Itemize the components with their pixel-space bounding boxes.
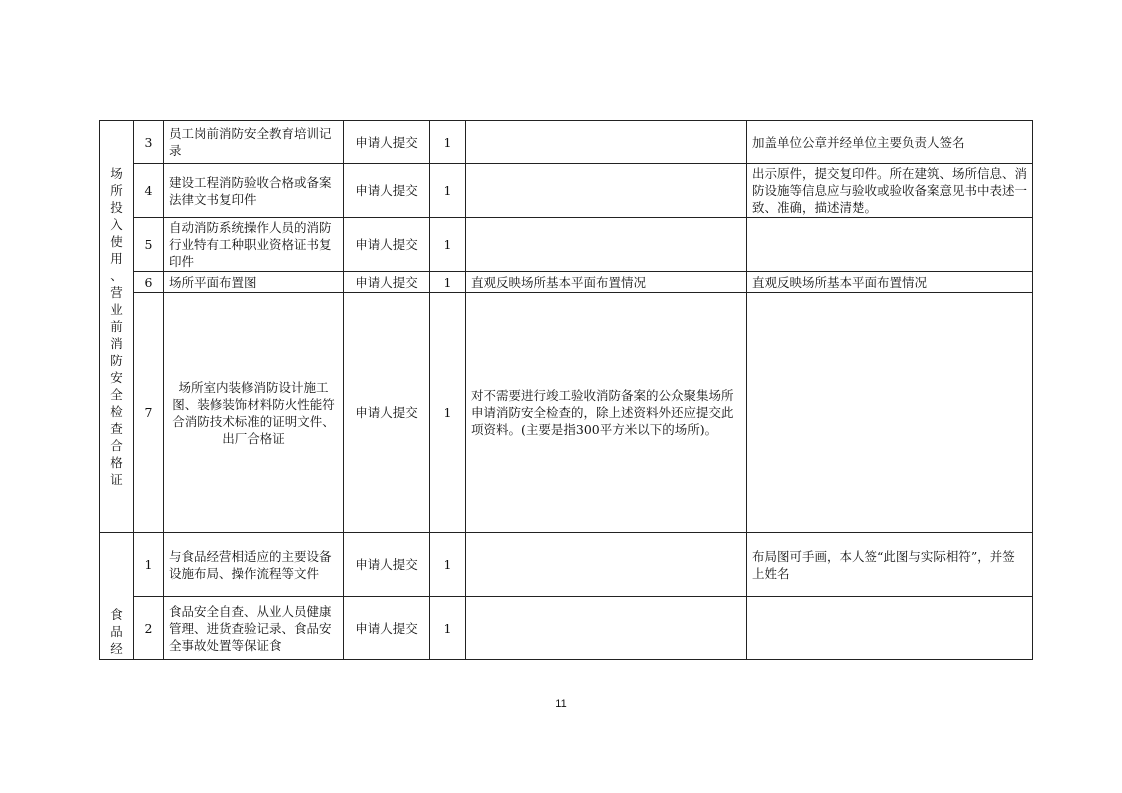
submitter: 申请人提交 [344,533,430,597]
remark: 加盖单位公章并经单位主要负责人签名 [747,121,1033,164]
table-row [100,293,1033,533]
copies: 1 [430,218,466,272]
copies: 1 [430,597,466,660]
row-number: 4 [134,164,164,218]
submitter: 申请人提交 [344,121,430,164]
requirement-standard [466,597,747,660]
requirement-standard [466,164,747,218]
submitter: 申请人提交 [344,597,430,660]
requirement-standard [466,218,747,272]
row-number: 5 [134,218,164,272]
document-name: 建设工程消防验收合格或备案法律文书复印件 [164,164,344,218]
document-name: 员工岗前消防安全教育培训记录 [164,121,344,164]
copies: 1 [430,293,466,533]
submitter: 申请人提交 [344,293,430,533]
document-name: 场所平面布置图 [164,272,344,293]
remark [747,293,1033,533]
row-number: 6 [134,272,164,293]
document-name: 场所室内装修消防设计施工图、装修装饰材料防火性能符合消防技术标准的证明文件、出厂合格证 [164,293,344,533]
row-number: 1 [134,533,164,597]
row-number: 7 [134,293,164,533]
requirement-standard [466,533,747,597]
table-row [100,597,1033,660]
remark: 直观反映场所基本平面布置情况 [747,272,1033,293]
requirement-standard: 直观反映场所基本平面布置情况 [466,272,747,293]
requirement-standard [466,121,747,164]
table-row [100,533,1033,597]
requirements-table [99,120,1033,660]
table-row [100,218,1033,272]
submitter: 申请人提交 [344,164,430,218]
copies: 1 [430,272,466,293]
category-cell-food-business: 食 品 经 [100,533,134,660]
table-row [100,164,1033,218]
document-name: 自动消防系统操作人员的消防行业特有工种职业资格证书复印件 [164,218,344,272]
remark [747,597,1033,660]
submitter: 申请人提交 [344,218,430,272]
document-name: 食品安全自查、从业人员健康管理、进货查验记录、食品安全事故处置等保证食 [164,597,344,660]
category-cell-venue-fire-safety: 场 所 投 入 使 用 、 营 业 前 消 防 安 全 检 查 合 格 证 [100,121,134,533]
submitter: 申请人提交 [344,272,430,293]
copies: 1 [430,121,466,164]
remark [747,218,1033,272]
document-name: 与食品经营相适应的主要设备设施布局、操作流程等文件 [164,533,344,597]
copies: 1 [430,164,466,218]
remark: 布局图可手画，本人签“此图与实际相符”，并签上姓名 [747,533,1033,597]
page-number: 11 [555,698,567,710]
row-number: 2 [134,597,164,660]
requirement-standard: 对不需要进行竣工验收消防备案的公众聚集场所申请消防安全检查的，除上述资料外还应提交此项资料。(主要是指300平方米以下的场所)。 [466,293,747,533]
row-number: 3 [134,121,164,164]
table-row [100,272,1033,293]
remark: 出示原件，提交复印件。所在建筑、场所信息、消防设施等信息应与验收或验收备案意见书中表述一致、准确，描述清楚。 [747,164,1033,218]
table-row [100,121,1033,164]
copies: 1 [430,533,466,597]
